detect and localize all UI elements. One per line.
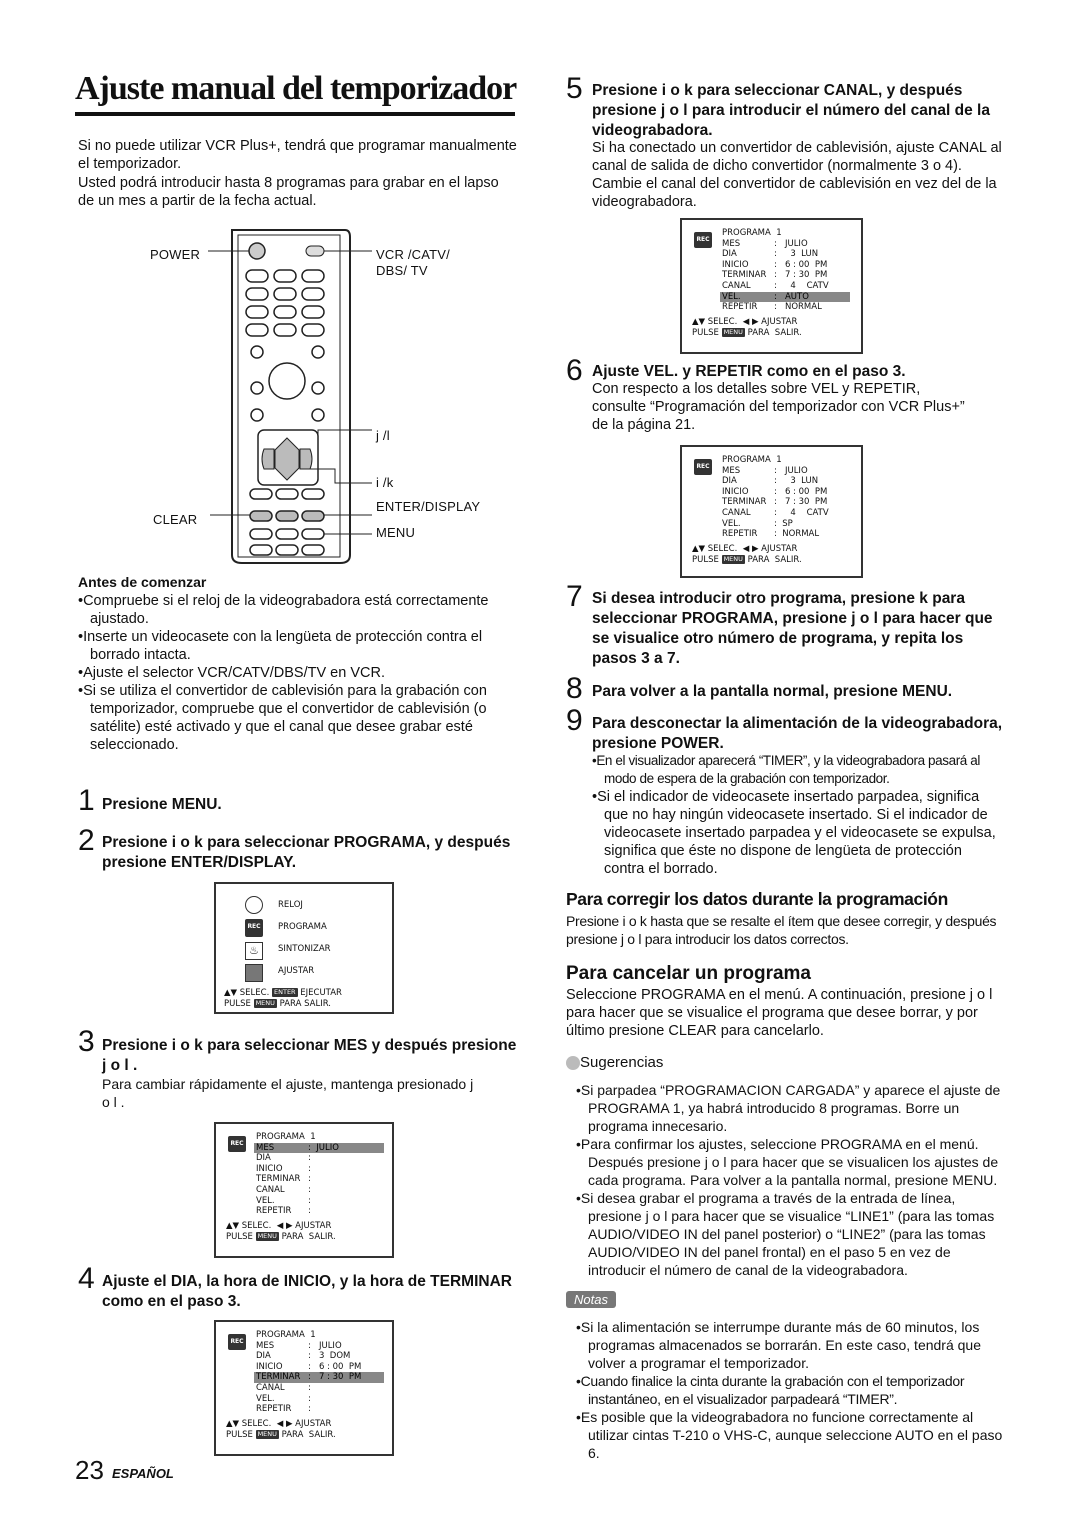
screen-row	[254, 1206, 379, 1217]
screen-row-label: DIA	[722, 476, 737, 487]
screen-row-label: VEL.	[722, 518, 741, 529]
screen-row-value: : 6 : 00 PM	[774, 259, 828, 270]
step-5-note: Si ha conectado un convertidor de cablevisión, ajuste CANAL al canal de salida de dicho convertidor (normalmente 3 o 4). Cambie el canal del convertidor de cablevisión en vez del de la videograbadora.	[592, 140, 1002, 210]
step-2-text: Presione i o k para seleccionar PROGRAMA, y después presione ENTER/DISPLAY.	[102, 834, 511, 871]
step-9-bullet: •Si el indicador de videocasete insertado parpadea, significa que no hay ningún videocasete insertado. Si el indicador de videocasete insertado parpadea y el videocasete se expulsa, significa que éste no dispone de lengüeta de protección contra el borrado.	[592, 789, 996, 877]
screen-row-label: MES	[722, 465, 741, 476]
before-section	[78, 574, 518, 754]
before-heading: Antes de comenzar	[78, 574, 207, 590]
remote-label-ik: i /k	[376, 475, 394, 490]
screen-row-label: CANAL	[722, 281, 751, 291]
cancelar-text: Seleccione PROGRAMA en el menú. A continuación, presione j o l para hacer que se visualice el programa que desee borrar, y por último presione CLEAR para cancelarlo.	[566, 987, 993, 1039]
screen-row-label: REPETIR	[256, 1206, 292, 1217]
before-item: •Ajuste el selector VCR/CATV/DBS/TV en VCR.	[78, 665, 385, 681]
rec-icon: REC	[228, 1334, 246, 1350]
screen-row	[254, 1372, 384, 1383]
screen-row-value: : NORMAL	[774, 302, 822, 313]
menu-item: RELOJ	[278, 900, 303, 910]
screen-row	[720, 302, 845, 313]
sugerencias-list	[576, 1081, 1004, 1279]
intro-paragraph-1: Si no puede utilizar VCR Plus+, tendrá que programar manualmente el temporizador.	[78, 138, 517, 172]
screen-row-value: :	[308, 1383, 311, 1393]
screen-row-label: TERMINAR	[722, 497, 767, 508]
step-7-number: 7	[566, 580, 583, 613]
updown-icon: ▲▼	[692, 316, 706, 327]
program-screen-step3	[214, 1122, 394, 1258]
menu-footer-1: ▲▼ SELEC. ENTER EJECUTAR	[224, 988, 342, 998]
screen-row-value: : 4 CATV	[774, 508, 829, 518]
step-6-number: 6	[566, 354, 583, 387]
screen-row-label: DIA	[256, 1153, 271, 1164]
page-title: Ajuste manual del temporizador	[75, 70, 515, 116]
screen-row-value: : 7 : 30 PM	[308, 1372, 362, 1383]
screen-row-value: : 4 CATV	[774, 281, 829, 291]
screen-row-label: REPETIR	[722, 529, 758, 540]
screen-row-label: INICIO	[722, 486, 749, 497]
screen-row-label: MES	[256, 1142, 275, 1153]
screen-row-value: :	[308, 1163, 311, 1174]
screen-footer-2: PULSE MENU PARA SALIR.	[692, 327, 802, 338]
screen-row	[720, 292, 850, 303]
screen-row-value: :	[308, 1185, 311, 1195]
menu-item: PROGRAMA	[278, 922, 327, 932]
screen-row	[720, 455, 845, 466]
screen-row	[254, 1330, 379, 1341]
screen-row	[720, 270, 845, 281]
screen-row	[254, 1164, 379, 1175]
screen-row-label: REPETIR	[256, 1404, 292, 1415]
settings-icon	[245, 964, 263, 982]
screen-row-label: PROGRAMA 1	[722, 228, 782, 238]
screen-row-value: : 3 LUN	[774, 476, 819, 487]
screen-footer-2: PULSE MENU PARA SALIR.	[226, 1429, 336, 1440]
screen-row-label: INICIO	[256, 1163, 283, 1174]
screen-row-value: : AUTO	[774, 291, 809, 302]
remote-label-dbs: DBS/ TV	[376, 263, 428, 278]
screen-row-label: TERMINAR	[256, 1174, 301, 1185]
remote-control-illustration	[150, 225, 510, 565]
screen-row	[254, 1394, 379, 1405]
tuner-icon: ♨	[245, 942, 263, 960]
menu-item: AJUSTAR	[278, 966, 315, 976]
screen-row-label: DIA	[256, 1351, 271, 1362]
step-9-bullet: •En el visualizador aparecerá “TIMER”, y la videograbadora pasará al modo de espera de la grabación con temporizador.	[592, 753, 980, 786]
screen-row-label: TERMINAR	[256, 1372, 301, 1383]
program-screen-step4	[214, 1320, 394, 1456]
remote-label-clear: CLEAR	[153, 512, 198, 527]
screen-row-value: : 7 : 30 PM	[774, 270, 828, 281]
remote-label-power: POWER	[150, 247, 201, 262]
screen-row	[254, 1383, 379, 1394]
screen-row	[254, 1174, 379, 1185]
screen-row	[720, 519, 845, 530]
step-1-number: 1	[78, 784, 95, 817]
sugerencia-item: •Si desea grabar el programa a través de la entrada de línea, presione j o l para hacer que se visualice “LINE1” (para las tomas AUDIO/VIDEO IN del panel posterior) o “LINE2” (para las tomas AUDIO/VIDEO IN del panel frontal) en el paso 5 en vez de introducir el número de canal de la videograbadora.	[576, 1190, 995, 1278]
screen-row-label: MES	[722, 238, 741, 249]
screen-row-value: : SP	[774, 518, 793, 529]
screen-row-value: : JULIO	[308, 1142, 339, 1153]
screen-row-value: : 6 : 00 PM	[774, 486, 828, 497]
screen-row	[720, 497, 845, 508]
screen-row-value: : 6 : 00 PM	[308, 1361, 362, 1372]
screen-row	[254, 1132, 379, 1143]
screen-row	[720, 239, 845, 250]
screen-row	[720, 508, 845, 519]
screen-footer-1: ▲▼ SELEC. ◀ ▶ AJUSTAR	[226, 1418, 332, 1429]
screen-footer-2: PULSE MENU PARA SALIR.	[692, 554, 802, 565]
step-6-note: Con respecto a los detalles sobre VEL y REPETIR, consulte “Programación del temporizador con VCR Plus+” de la página 21.	[592, 381, 965, 433]
step-5-text: Presione i o k para seleccionar CANAL, y después presione j o l para introducir el número del canal de la videograbadora.	[592, 82, 990, 139]
screen-row	[720, 260, 845, 271]
screen-row-value: : JULIO	[308, 1340, 342, 1351]
screen-row-label: REPETIR	[722, 302, 758, 313]
screen-row-value: : 3 LUN	[774, 249, 819, 260]
step-7-text: Si desea introducir otro programa, presione k para seleccionar PROGRAMA, presione j o l para hacer que se visualice otro número de programa, y repita los pasos 3 a 7.	[592, 590, 993, 667]
sugerencias-heading: Sugerencias	[580, 1054, 664, 1071]
intro-paragraph-2: Usted podrá introducir hasta 8 programas para grabar en el lapso de un mes a partir de la fecha actual.	[78, 175, 499, 209]
before-item: •Si se utiliza el convertidor de cablevisión para la grabación con temporizador, compruebe que el convertidor de cablevisión (o satélite) esté activado y que el canal que desee grabar esté seleccionado.	[78, 683, 487, 753]
leftright-icon: ◀ ▶	[276, 1220, 293, 1231]
language-label: ESPAÑOL	[112, 1466, 174, 1481]
step-9-bullets	[592, 752, 1002, 878]
screen-row-label: VEL.	[256, 1393, 275, 1404]
updown-icon: ▲▼	[226, 1220, 240, 1231]
screen-footer-1: ▲▼ SELEC. ◀ ▶ AJUSTAR	[226, 1220, 332, 1231]
screen-footer-2: PULSE MENU PARA SALIR.	[226, 1231, 336, 1242]
screen-row	[254, 1185, 379, 1196]
before-item: •Compruebe si el reloj de la videograbadora está correctamente ajustado.	[78, 593, 489, 627]
rec-icon: REC	[694, 232, 712, 248]
remote-label-menu: MENU	[376, 525, 416, 540]
screen-row-label: CANAL	[256, 1185, 285, 1195]
page-number: 23	[75, 1455, 104, 1485]
step-4-text: Ajuste el DIA, la hora de INICIO, y la hora de TERMINAR como en el paso 3.	[102, 1273, 512, 1310]
notas-heading: Notas	[566, 1291, 616, 1308]
rec-icon: REC	[228, 1136, 246, 1152]
rec-icon: REC	[694, 459, 712, 475]
screen-row-label: PROGRAMA 1	[256, 1132, 316, 1142]
screen-row-value: :	[308, 1404, 311, 1415]
remote-label-enter: ENTER/DISPLAY	[376, 499, 481, 514]
screen-row	[254, 1153, 379, 1164]
screen-row	[720, 487, 845, 498]
step-9-text: Para desconectar la alimentación de la videograbadora, presione POWER.	[592, 715, 1003, 752]
step-4-number: 4	[78, 1262, 95, 1295]
screen-row-label: CANAL	[722, 508, 751, 518]
sugerencia-item: •Si parpadea “PROGRAMACION CARGADA” y aparece el ajuste de PROGRAMA 1, ya habrá introducido 8 programas. Borre un programa innecesario.	[576, 1082, 1001, 1134]
screen-row	[254, 1362, 379, 1373]
screen-row	[254, 1404, 379, 1415]
menu-footer-2: PULSE MENU PARA SALIR.	[224, 999, 331, 1009]
step-8-number: 8	[566, 672, 583, 705]
screen-row	[720, 529, 845, 540]
screen-row-value: :	[308, 1206, 311, 1217]
screen-row-value: : JULIO	[774, 465, 808, 476]
nota-item: •Es posible que la videograbadora no funcione correctamente al utilizar cintas T-210 o VHS-C, aunque seleccione AUTO en el paso 6.	[576, 1409, 1003, 1461]
screen-row-label: DIA	[722, 249, 737, 260]
cancelar-heading: Para cancelar un programa	[566, 963, 811, 984]
step-8-text: Para volver a la pantalla normal, presione MENU.	[592, 683, 953, 700]
screen-row-label: PROGRAMA 1	[256, 1330, 316, 1340]
screen-row	[254, 1351, 379, 1362]
remote-label-jl: j /l	[376, 428, 390, 443]
screen-row	[254, 1341, 379, 1352]
updown-icon: ▲▼	[226, 1418, 240, 1429]
screen-row-value: :	[308, 1153, 311, 1164]
screen-row-value: :	[308, 1195, 311, 1206]
screen-row	[720, 281, 845, 292]
screen-row-value: :	[308, 1174, 311, 1185]
corregir-heading: Para corregir los datos durante la programación	[566, 889, 948, 909]
screen-row	[254, 1143, 384, 1154]
screen-row-label: INICIO	[722, 259, 749, 270]
clock-icon	[245, 896, 263, 914]
screen-footer-1: ▲▼ SELEC. ◀ ▶ AJUSTAR	[692, 543, 798, 554]
screen-row-value: : 3 DOM	[308, 1351, 351, 1362]
before-item: •Inserte un videocasete con la lengüeta de protección contra el borrado intacta.	[78, 629, 483, 663]
screen-row-value: : NORMAL	[774, 529, 820, 540]
screen-row	[720, 249, 845, 260]
sugerencias-header	[566, 1054, 663, 1071]
menu-screen	[214, 882, 394, 1014]
screen-row	[720, 466, 845, 477]
screen-row-label: VEL.	[722, 291, 741, 302]
program-screen-step6	[680, 445, 863, 578]
nota-item: •Si la alimentación se interrumpe durante más de 60 minutos, los programas almacenados se borrarán. En este caso, tendrá que volver a programar el temporizador.	[576, 1319, 982, 1371]
screen-row-label: TERMINAR	[722, 270, 767, 281]
step-3-text: Presione i o k para seleccionar MES y después presione j o l .	[102, 1037, 517, 1074]
leftright-icon: ◀ ▶	[276, 1418, 293, 1429]
sugerencia-item: •Para confirmar los ajustes, seleccione PROGRAMA en el menú. Después presione j o l para hacer que se visualicen los ajustes de cada programa. Para volver a la pantalla normal, presione MENU.	[576, 1136, 999, 1188]
program-screen-step5	[680, 218, 863, 354]
screen-footer-1: ▲▼ SELEC. ◀ ▶ AJUSTAR	[692, 316, 798, 327]
corregir-text: Presione i o k hasta que se resalte el ítem que desee corregir, y después presione j o l para introducir los datos correctos.	[566, 913, 997, 947]
step-3-note: Para cambiar rápidamente el ajuste, mantenga presionado j o l .	[102, 1076, 474, 1110]
nota-item: •Cuando finalice la cinta durante la grabación con el temporizador instantáneo, en el visualizador parpadeará “TIMER”.	[576, 1373, 965, 1407]
screen-row	[720, 228, 845, 239]
screen-row-value: :	[308, 1393, 311, 1404]
screen-row-label: PROGRAMA 1	[722, 455, 782, 465]
rec-icon: REC	[245, 919, 263, 937]
screen-row-label: INICIO	[256, 1361, 283, 1372]
leftright-icon: ◀ ▶	[742, 543, 759, 554]
step-1-text: Presione MENU.	[102, 796, 222, 813]
menu-item: SINTONIZAR	[278, 944, 331, 954]
screen-row-label: CANAL	[256, 1383, 285, 1393]
step-2-number: 2	[78, 824, 95, 857]
updown-icon: ▲▼	[692, 543, 706, 554]
screen-row-value: : 7 : 30 PM	[774, 497, 828, 508]
screen-row-label: VEL.	[256, 1195, 275, 1206]
leftright-icon: ◀ ▶	[742, 316, 759, 327]
screen-row	[720, 476, 845, 487]
remote-label-vcr: VCR /CATV/	[376, 247, 450, 262]
step-3-number: 3	[78, 1025, 95, 1058]
screen-row-value: : JULIO	[774, 238, 808, 249]
notas-list	[576, 1318, 1004, 1462]
step-5-number: 5	[566, 72, 583, 105]
step-6-text: Ajuste VEL. y REPETIR como en el paso 3.	[592, 363, 906, 380]
screen-row	[254, 1196, 379, 1207]
step-9-number: 9	[566, 704, 583, 737]
screen-row-label: MES	[256, 1340, 275, 1351]
updown-icon: ▲▼	[224, 988, 238, 998]
